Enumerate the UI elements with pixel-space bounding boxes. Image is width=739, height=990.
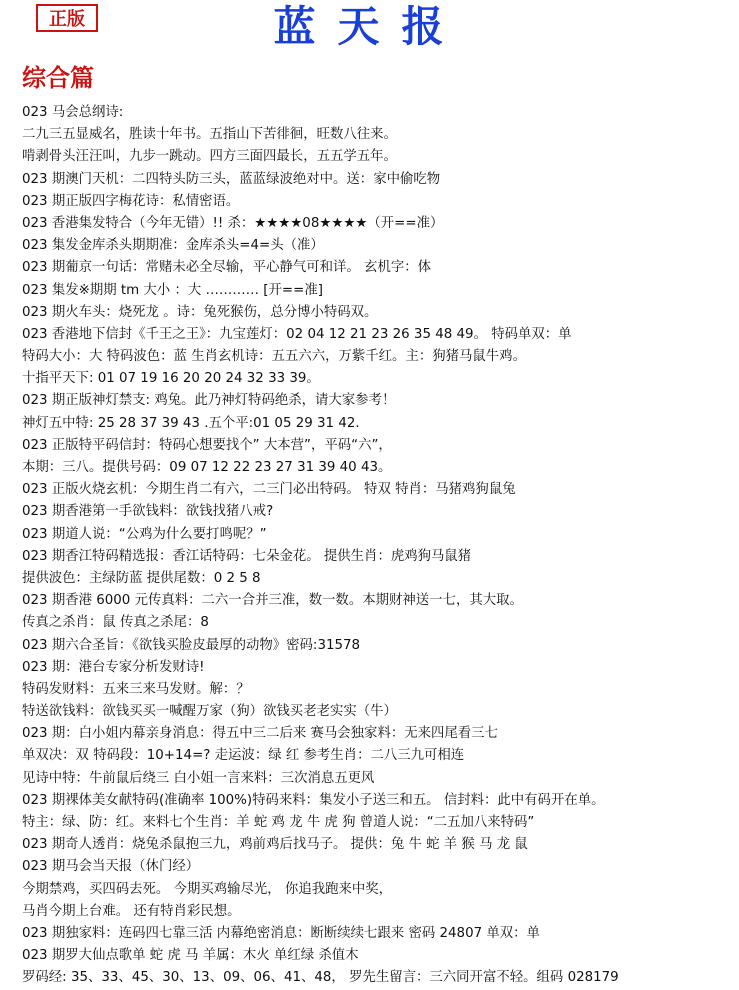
text-line: 023 期六合圣旨：《欲钱买脸皮最厚的动物》密码:31578: [22, 637, 361, 653]
text-line: 023 集发金库杀头期期准：金库杀头=4=头（准）: [22, 238, 324, 254]
text-line: 特码大小：大 特码波色：蓝 生肖玄机诗：五五六六，万紫千红。主：狗猪马鼠牛鸡。: [22, 349, 526, 365]
text-line: 023 马会总纲诗:: [22, 105, 124, 120]
text-line: 今期禁鸡，买四码去死。 今期买鸡输尽光， 你追我跑来中奖，: [22, 881, 393, 897]
text-line: 023 期香港第一手欲钱料：欲钱找猪八戒?: [22, 504, 274, 520]
text-line: 023 期：港台专家分析发财诗!: [22, 659, 205, 675]
text-line: 023 正版火烧玄机：今期生肖二有六，二三门必出特码。 特双 特肖：马猪鸡狗鼠兔: [22, 482, 516, 498]
text-line: 本期：三八。提供号码：09 07 12 22 23 27 31 39 40 43。: [22, 460, 392, 475]
text-line: 神灯五中特: 25 28 37 39 43 .五个平:01 05 29 31 42.: [22, 415, 360, 431]
document-body: [22, 102, 734, 990]
text-line: 023 香港集发特合（今年无错）!! 杀：★★★★08★★★★（开==准）: [22, 215, 444, 231]
text-line: 023 期火车头：烧死龙 。诗：兔死猴伤，总分博小特码双。: [22, 304, 378, 320]
text-line: 023 香港地下信封《千王之王》：九宝莲灯：02 04 12 21 23 26 35 48 49。 特码单双：单: [22, 326, 572, 342]
official-version-badge: 正版: [36, 4, 98, 32]
text-line: 023 期奇人透肖：烧兔杀鼠抱三九，鸡前鸡后找马子。 提供：兔 牛 蛇 羊 猴 马 龙 鼠: [22, 837, 528, 853]
page-title: 蓝天报: [273, 2, 466, 51]
section-heading: 综合篇: [22, 63, 94, 92]
text-line: 023 正版特平码信封：特码心想要找个” 大本营”，平码“六”，: [22, 437, 392, 453]
text-line: 特主：绿、防：红。来料七个生肖：羊 蛇 鸡 龙 牛 虎 狗 曾道人说：“二五加八来特码”: [22, 815, 535, 830]
text-line: 特码发财料：五来三来马发财。解：？: [22, 681, 250, 697]
text-line: 023 集发※期期 tm 大小 ：大 ………… [开==准]: [22, 282, 323, 298]
text-line: 单双决：双 特码段：10+14=? 走运波：绿 红 参考生肖：二八三九可相连: [22, 748, 465, 764]
text-line: 十指平天下: 01 07 19 16 20 20 24 32 33 39。: [22, 371, 320, 387]
text-line: 特送欲钱料：欲钱买买一喊醒万家（狗）欲钱买老老实实（牛）: [22, 704, 397, 720]
text-line: 传真之杀肖：鼠 传真之杀尾：8: [22, 615, 209, 631]
text-line: 023 期裸体美女献特码(准确率 100%)特码来料：集发小子送三和五。 信封料：此中有码开在单。: [22, 792, 605, 808]
text-line: 023 期正版四字梅花诗：私情密语。: [22, 193, 240, 209]
text-line: 啃剥骨头汪汪叫，九步一跳动。四方三面四最长，五五学五年。: [22, 149, 397, 165]
text-line: 023 期香江特码精选报：香江话特码：七朵金花。 提供生肖：虎鸡狗马鼠猪: [22, 548, 472, 564]
text-line: 见诗中特：牛前鼠后绕三 白小姐一言来料：三次消息五更风: [22, 770, 375, 786]
text-line: 023 期正版神灯禁支: 鸡兔。此乃神灯特码绝杀，请大家参考！: [22, 393, 396, 409]
text-line: 023 期独家料：连码四七靠三活 内幕绝密消息：断断续续七跟来 密码 24807 单双：单: [22, 925, 540, 941]
text-line: 023 期：白小姐内幕亲身消息：得五中三二后来 赛马会独家料：无来四尾看三七: [22, 726, 498, 742]
text-line: 023 期香港 6000 元传真料：二六一合并三准，数一数。本期财神送一七，其大取。: [22, 593, 523, 609]
text-line: 023 期马会当天报（休门经）: [22, 859, 200, 875]
text-line: 023 期澳门天机：二四特头防三头，蓝蓝绿波绝对中。送：家中偷吃物: [22, 171, 441, 187]
text-line: 023 期道人说：“公鸡为什么要打鸣呢？”: [22, 526, 267, 542]
text-line: 二九三五显威名，胜读十年书。五指山下苦徘徊，旺数八往来。: [22, 127, 397, 143]
text-line: 马肖今期上台难。 还有特肖彩民想。: [22, 903, 241, 919]
text-line: 023 期葡京一句话：常赌未必全尽输，平心静气可和详。 玄机字：体: [22, 260, 432, 276]
text-line: 023 期罗大仙点歌单 蛇 虎 马 羊属：木火 单红绿 杀值木: [22, 948, 359, 964]
text-line: 罗码经: 35、33、45、30、13、09、06、41、48， 罗先生留言：三六同开富不轻。组码 028179: [22, 970, 619, 986]
text-line: 提供波色：主绿防蓝 提供尾数：0 2 5 8: [22, 570, 261, 586]
